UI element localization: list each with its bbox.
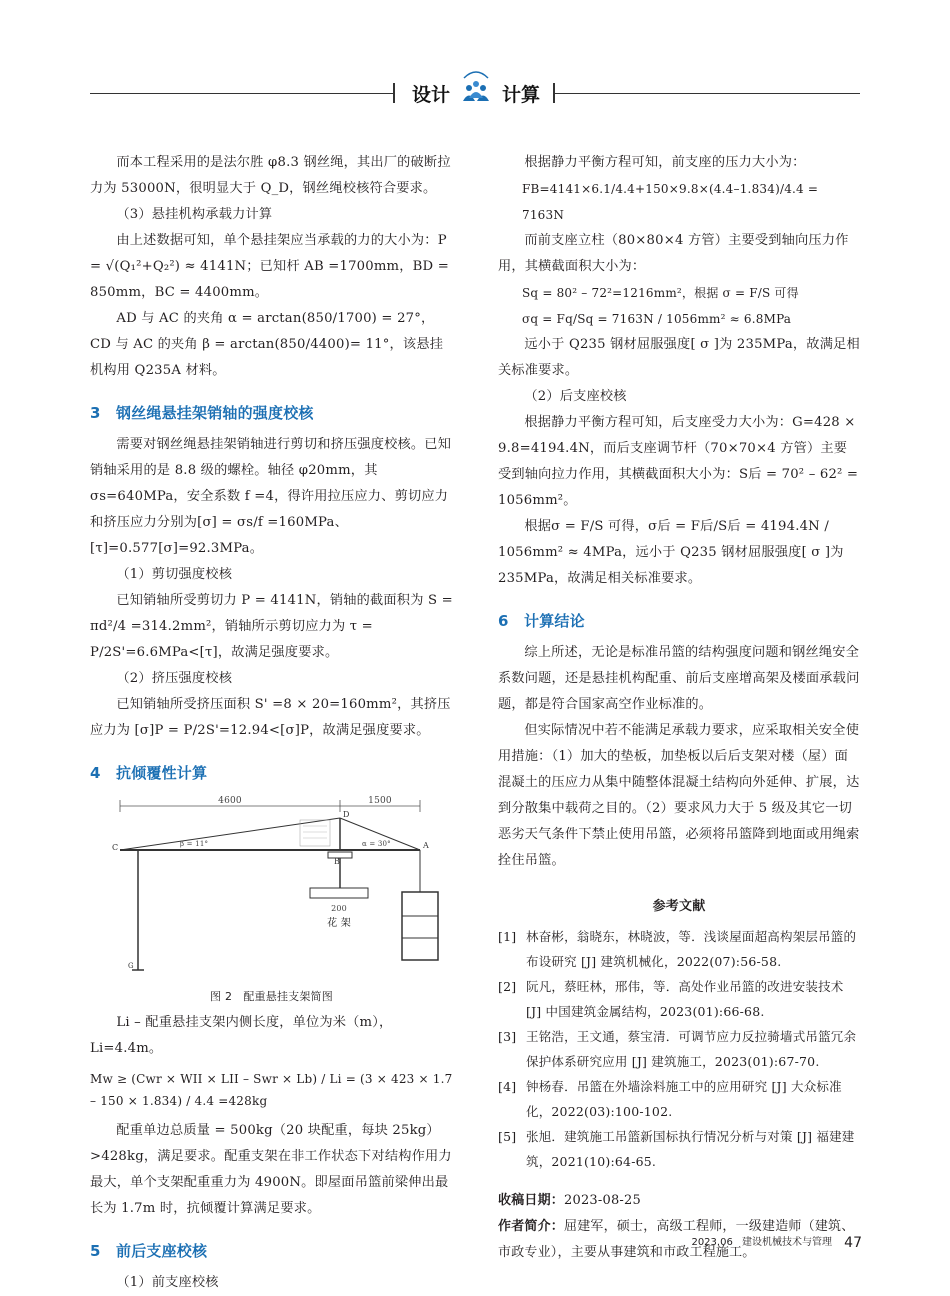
footer-issue: 2023.06	[691, 1237, 733, 1248]
paragraph: 但实际情况中若不能满足承载力要求，应采取相关安全使用措施：（1）加大的垫板，加垫板以后后支架对楼（屋）面混凝土的压应力从集中随整体混凝土结构向外延伸、扩展，达到分散集中载荷之目的。（2）要求风力大于 5 级及其它一切恶劣天气条件下禁止使用吊篮，必须将吊篮降到地面或用绳索拴住吊篮。	[498, 723, 860, 868]
cloud-people-icon	[456, 68, 496, 108]
label-huajia: 花 架	[327, 918, 351, 929]
dim-1500: 1500	[368, 796, 392, 806]
reference-item: [3] 王铭浩，王文通，蔡宝清．可调节应力反拉骑墙式吊篮冗余保护体系研究应用 [J] 建筑施工，2023(01):67-70.	[498, 1029, 857, 1069]
paragraph: 远小于 Q235 钢材屈服强度[ σ ]为 235MPa，故满足相关标准要求。	[498, 337, 860, 378]
header-title-right: 计算	[502, 84, 541, 106]
references-title: 参考文献	[652, 899, 706, 914]
header-rule-left	[90, 93, 393, 94]
footer	[691, 1233, 832, 1248]
suspension-frame-diagram	[90, 792, 453, 982]
point-d: D	[343, 810, 350, 819]
paragraph: 综上所述，无论是标准吊篮的结构强度问题和钢丝绳安全系数问题，还是悬挂机构配重、前后支座增高架及楼面承载问题，都是符合国家高空作业标准的。	[498, 645, 860, 712]
section-heading-3: 3 钢丝绳悬挂架销轴的强度校核	[90, 404, 314, 422]
section-heading-4: 4 抗倾覆性计算	[90, 764, 208, 782]
reference-list	[498, 924, 860, 1174]
paragraph: 根据静力平衡方程可知，前支座的压力大小为：	[524, 155, 806, 170]
header-rule-right	[555, 93, 860, 94]
dim-200: 200	[331, 904, 347, 913]
point-a: A	[423, 841, 429, 850]
equation: FB=4141×6.1/4.4+150×9.8×(4.4–1.834)/4.4 = 7163N	[522, 182, 819, 222]
point-g: G	[128, 962, 134, 970]
reference-item: [5] 张旭．建筑施工吊篮新国标执行情况分析与对策 [J] 福建建筑，2021(10):64-65.	[498, 1129, 855, 1169]
section-heading-5: 5 前后支座校核	[90, 1242, 208, 1260]
paragraph: 已知销轴所受剪切力 P = 4141N，销轴的截面积为 S = πd²/4 =314.2mm²，销轴所示剪切应力为 τ = P/2S'=6.6MPa<[τ]，故满足强度要求。	[90, 593, 453, 660]
figure-caption: 图 2 配重悬挂支架简图	[210, 990, 333, 1003]
reference-item: [2] 阮凡，蔡旺林，邢伟，等．高处作业吊篮的改进安装技术 [J] 中国建筑金属结构，2023(01):66-68.	[498, 979, 844, 1019]
subheading: （3）悬挂机构承载力计算	[116, 207, 273, 222]
equation: σq = Fq/Sq = 7163N / 1056mm² ≈ 6.8MPa	[522, 312, 792, 326]
paragraph: 由上述数据可知，单个悬挂架应当承载的力的大小为：P = √(Q₁²+Q₂²) ≈ 4141N；已知杆 AB =1700mm，BD = 850mm，BC = 4400mm。	[90, 233, 449, 300]
paragraph: 根据σ = F/S 可得，σ后 = F后/S后 = 4194.4N / 1056mm² ≈ 4MPa，远小于 Q235 钢材屈服强度[ σ ]为 235MPa，故满足相关标准要求。	[498, 519, 844, 586]
paragraph: Li – 配重悬挂支架内侧长度，单位为米（m），Li=4.4m。	[90, 1015, 393, 1056]
equation: Mw ≥ (Cwr × WII × LII – Swr × Lb) / Li = (3 × 423 × 1.7 – 150 × 1.834) / 4.4 =428kg	[90, 1072, 453, 1108]
left-column	[90, 150, 453, 1296]
right-column	[498, 150, 860, 1266]
point-c: C	[112, 843, 119, 852]
header-rule-left-end	[393, 83, 395, 103]
dim-4600: 4600	[218, 796, 242, 806]
subheading: （2）后支座校核	[524, 389, 627, 404]
paragraph: 已知销轴所受挤压面积 S' =8 × 20=160mm²，其挤压应力为 [σ]P = P/2S'=12.94<[σ]P，故满足强度要求。	[90, 697, 451, 738]
paragraph: AD 与 AC 的夹角 α = arctan(850/1700) = 27°，CD 与 AC 的夹角 β = arctan(850/4400)= 11°，该悬挂机构用 Q235A 材料。	[90, 311, 444, 378]
reference-item: [1] 林奋彬，翁晓东，林晓波，等．浅谈屋面超高构架层吊篮的布设研究 [J] 建筑机械化，2022(07):56-58.	[498, 929, 857, 969]
angle-beta: β = 11°	[180, 840, 209, 848]
paragraph: 而本工程采用的是法尔胜 φ8.3 钢丝绳，其出厂的破断拉力为 53000N，很明显大于 Q_D，钢丝绳校核符合要求。	[90, 155, 451, 196]
subheading: （1）前支座校核	[116, 1275, 219, 1290]
subheading: （1）剪切强度校核	[116, 567, 233, 582]
angle-alpha: α = 30°	[362, 840, 391, 848]
author-bio: 作者简介：屈建军，硕士，高级工程师，一级建造师（建筑、市政专业），主要从事建筑和市政工程施工。	[498, 1219, 855, 1260]
section-heading-6: 6 计算结论	[498, 612, 585, 630]
subheading: （2）挤压强度校核	[116, 671, 233, 686]
point-b: B	[334, 857, 341, 866]
reference-item: [4] 钟杨春．吊篮在外墙涂料施工中的应用研究 [J] 大众标准化，2022(03):100-102.	[498, 1079, 842, 1119]
paragraph: 配重单边总质量 = 500kg（20 块配重，每块 25kg）>428kg，满足要求。配重支架在非工作状态下对结构作用力最大，单个支架配重重力为 4900N。即屋面吊篮前梁伸出最长为 1.7m 时，抗倾覆计算满足要求。	[90, 1123, 452, 1216]
figure-2	[90, 792, 453, 1010]
paragraph: 根据静力平衡方程可知，后支座受力大小为：G=428 × 9.8=4194.4N，而后支座调节杆（70×70×4 方管）主要受到轴向拉力作用，其横截面积大小为：S后 = 70² – 62² = 1056mm²。	[498, 415, 859, 508]
paragraph: 而前支座立柱（80×80×4 方管）主要受到轴向压力作用，其横截面积大小为：	[498, 233, 849, 274]
paragraph: 需要对钢丝绳悬挂架销轴进行剪切和挤压强度校核。已知销轴采用的是 8.8 级的螺栓。轴径 φ20mm，其 σs=640MPa，安全系数 f =4，得许用拉压应力、剪切应力和挤压应力分别为[σ] = σs/f =160MPa、[τ]=0.577[σ]=92.3MPa。	[90, 437, 452, 556]
footer-journal: 建设机械技术与管理	[742, 1237, 832, 1248]
header-title-left: 设计	[412, 84, 451, 106]
page-number: 47	[844, 1235, 862, 1251]
received-date: 收稿日期：2023-08-25	[498, 1193, 641, 1208]
equation: Sq = 80² – 72²=1216mm²，根据 σ = F/S 可得	[522, 286, 799, 300]
